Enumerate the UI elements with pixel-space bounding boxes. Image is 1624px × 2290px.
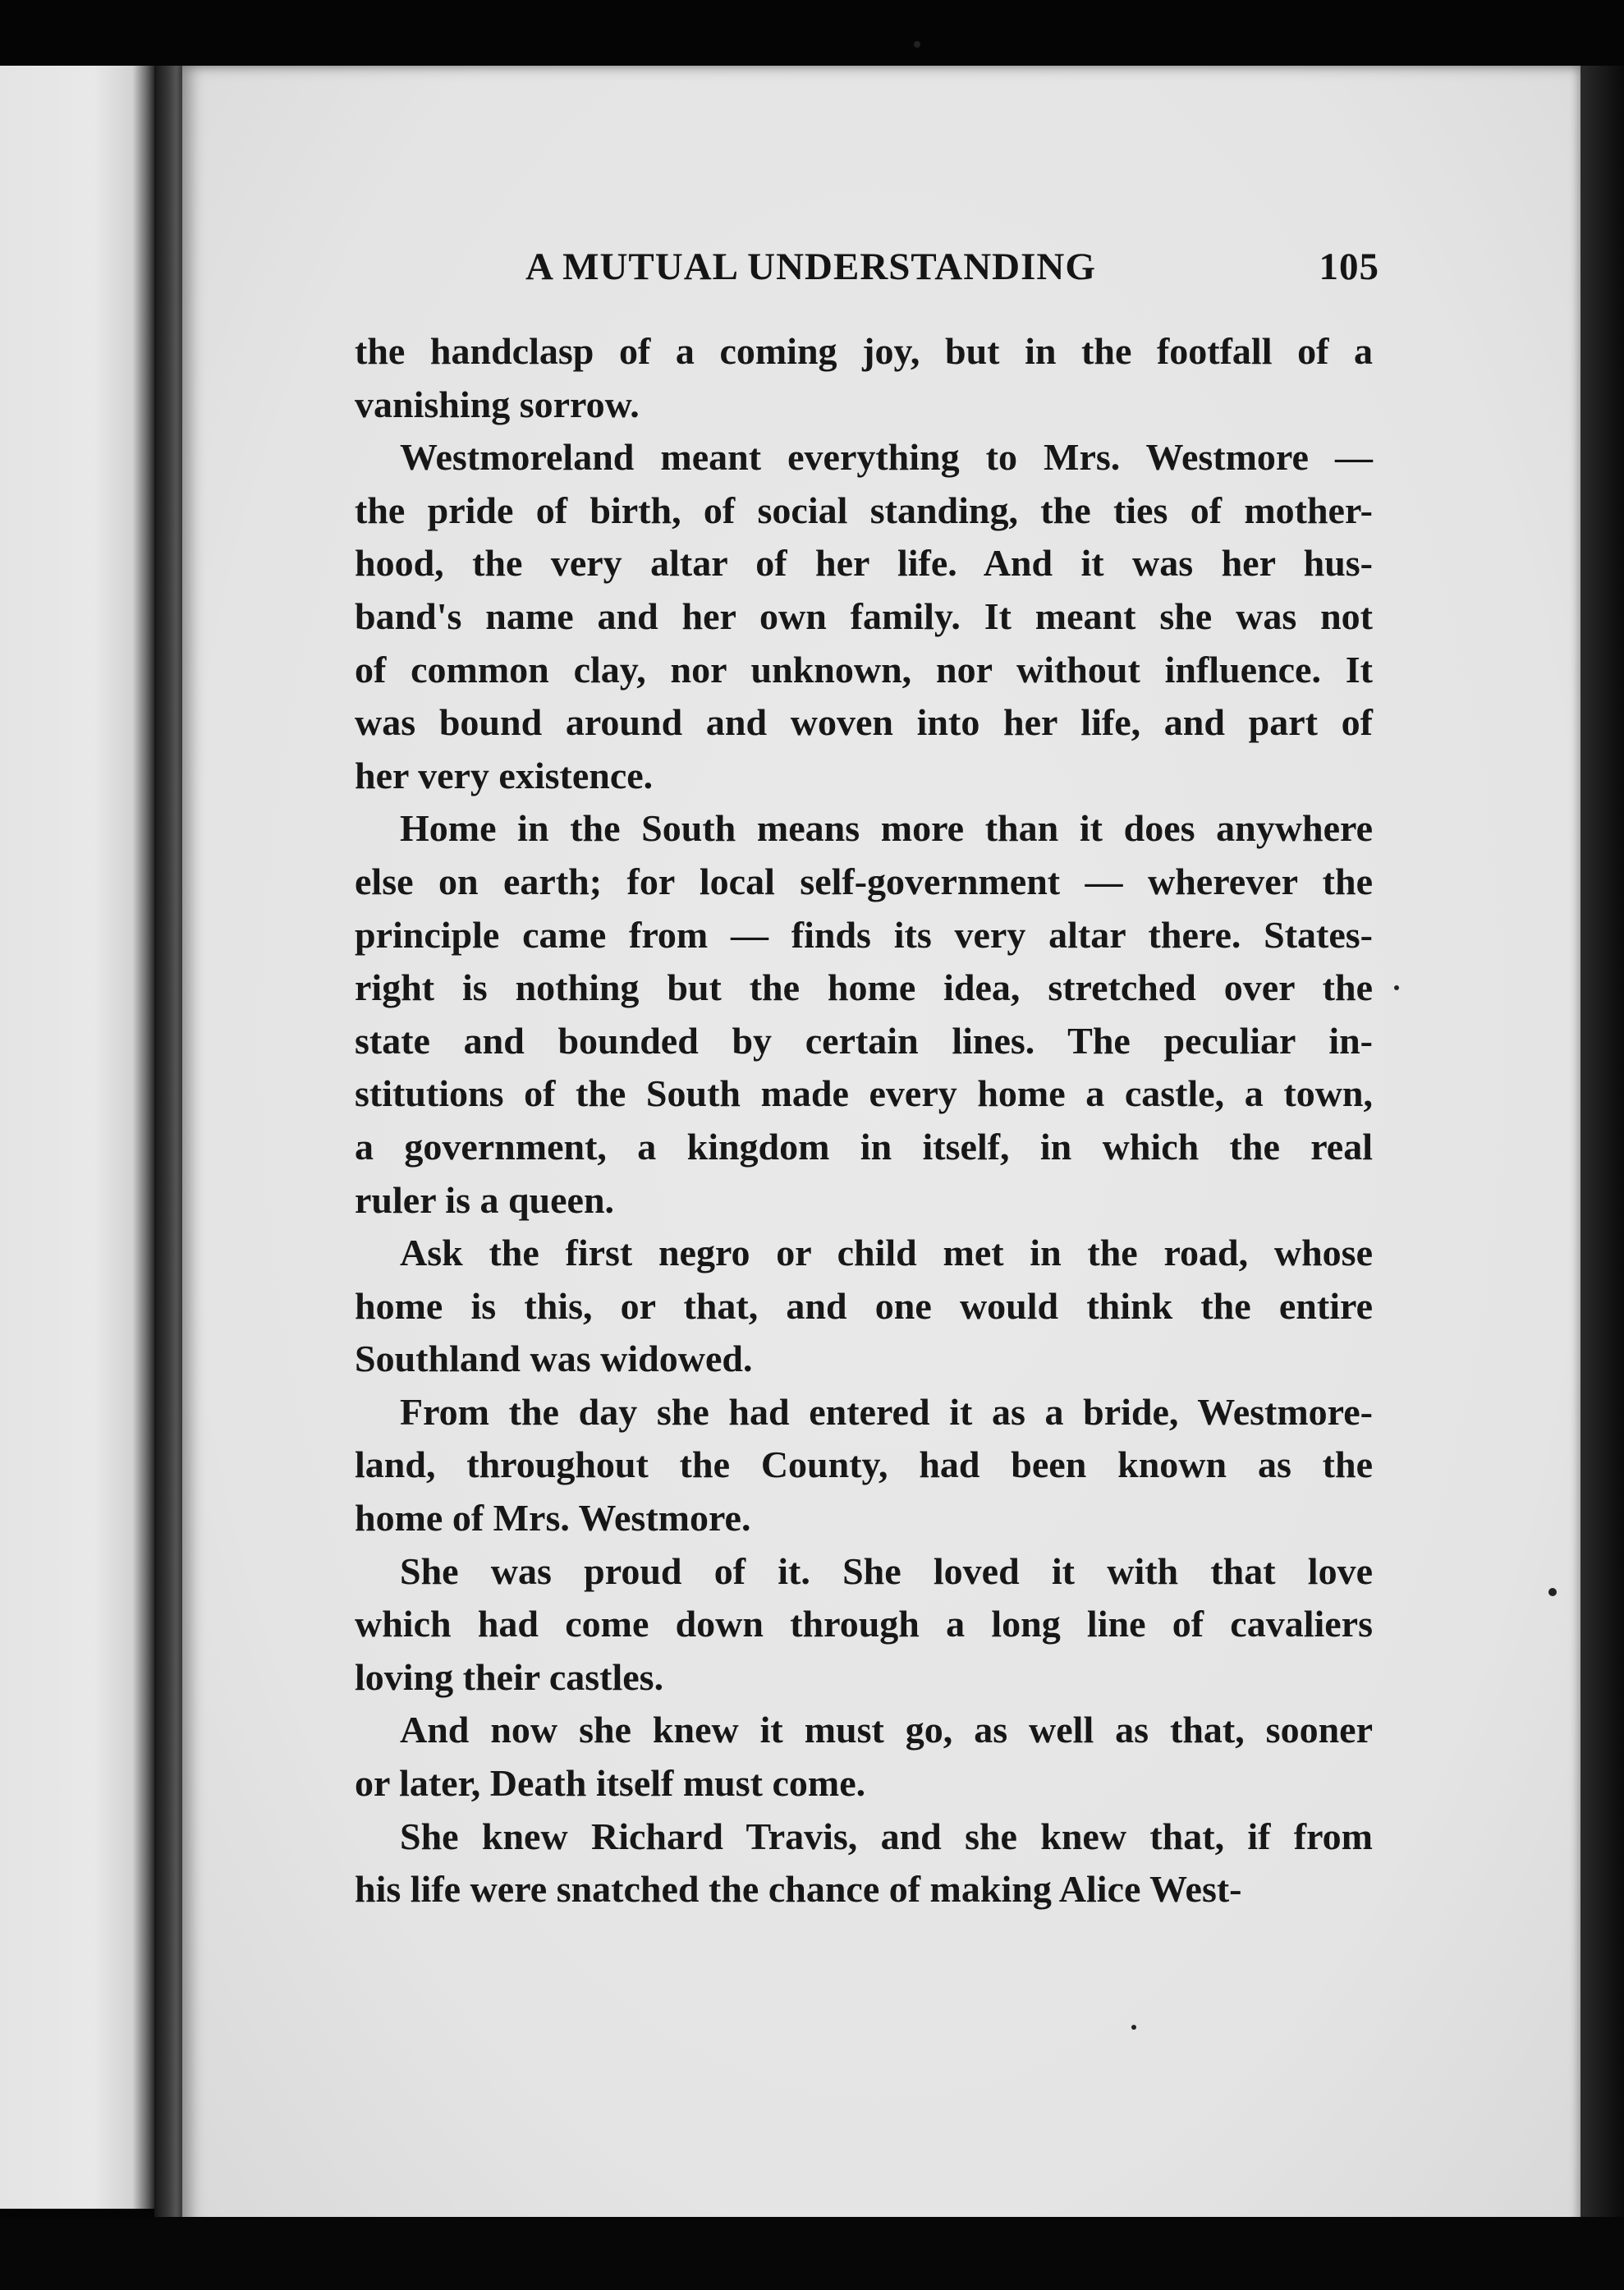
paragraph (355, 325, 1373, 431)
text-line: home is this, or that, and one would think the entire (355, 1284, 1373, 1327)
body-text (355, 325, 1373, 1916)
text-line: his life were snatched the chance of making Alice West- (355, 1868, 1242, 1911)
text-line: loving their castles. (355, 1655, 664, 1698)
text-line: land, throughout the County, had been known as the (355, 1443, 1373, 1486)
text-line: band's name and her own family. It meant she was not (355, 594, 1373, 637)
text-line: state and bounded by certain lines. The peculiar in- (355, 1019, 1373, 1062)
text-line: Ask the first negro or child met in the road, whose (400, 1232, 1373, 1274)
text-line: was bound around and woven into her life, and part of (355, 701, 1373, 744)
text-line: Southland was widowed. (355, 1338, 753, 1380)
text-line: of common clay, nor unknown, nor without influence. It (355, 648, 1373, 691)
paragraph (355, 1386, 1373, 1545)
text-line: hood, the very altar of her life. And it was her hus- (355, 542, 1373, 585)
text-line: else on earth; for local self-government — wherever the (355, 860, 1373, 902)
text-line: And now she knew it must go, as well as that, sooner (400, 1709, 1373, 1751)
running-header (525, 245, 1379, 302)
text-line: vanishing sorrow. (355, 383, 640, 425)
text-line: which had come down through a long line of cavaliers (355, 1603, 1373, 1645)
scan-bottom-border (0, 2217, 1624, 2290)
paragraph (355, 1545, 1373, 1705)
paragraph (355, 1810, 1373, 1916)
book-gutter (154, 66, 186, 2217)
text-line: She knew Richard Travis, and she knew that, if from (400, 1815, 1373, 1857)
text-line: From the day she had entered it as a bride, Westmore- (400, 1390, 1373, 1433)
paragraph (355, 431, 1373, 802)
text-line: the pride of birth, of social standing, the ties of mother- (355, 489, 1373, 531)
text-line: her very existence. (355, 754, 654, 796)
text-line: stitutions of the South made every home a castle, a town, (355, 1072, 1373, 1115)
text-line: She was proud of it. She loved it with that love (400, 1549, 1373, 1592)
text-line: home of Mrs. Westmore. (355, 1497, 751, 1540)
page-number: 105 (1319, 246, 1379, 288)
facing-page-edge (0, 66, 156, 2209)
text-line: or later, Death itself must come. (355, 1762, 866, 1805)
paragraph (355, 1227, 1373, 1386)
scan-speck (1548, 1588, 1557, 1596)
text-line: Home in the South means more than it does anywhere (400, 807, 1373, 850)
text-line: principle came from — finds its very altar there. States- (355, 913, 1373, 956)
scan-speck (1394, 985, 1399, 990)
page-right-shadow (1580, 66, 1624, 2290)
text-line: right is nothing but the home idea, stretched over the (355, 966, 1373, 1009)
text-line: Westmoreland meant everything to Mrs. Westmore — (400, 436, 1373, 479)
paragraph (355, 802, 1373, 1227)
text-line: ruler is a queen. (355, 1178, 615, 1221)
text-line: the handclasp of a coming joy, but in the footfall of a (355, 330, 1373, 372)
running-title: A MUTUAL UNDERSTANDING (525, 246, 1096, 288)
scan-speck (1131, 2025, 1136, 2030)
text-line: a government, a kingdom in itself, in which the real (355, 1125, 1373, 1168)
paragraph (355, 1704, 1373, 1810)
scan-speck (914, 41, 920, 48)
